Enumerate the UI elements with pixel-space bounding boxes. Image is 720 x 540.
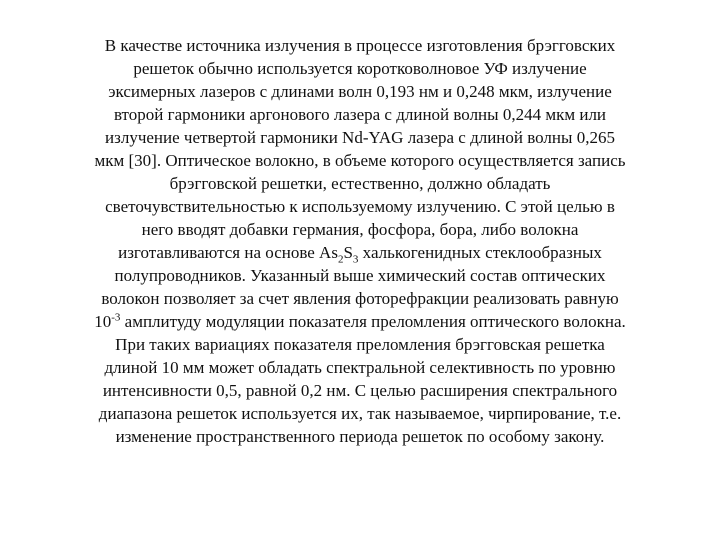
text-line: При таких вариациях показателя преломления брэгговская решетка [115, 335, 605, 354]
subscript-3: 3 [352, 253, 359, 266]
text-line: светочувствительностью к используемому излучению. С этой целью в [105, 197, 615, 216]
text-line: второй гармоники аргонового лазера с длиной волны 0,244 мкм или [113, 105, 607, 124]
formula-prefix: изготавливаются на основе As [118, 243, 338, 262]
text-line: изменение пространственного периода решеток по особому закону. [115, 427, 605, 446]
text-line: решеток обычно используется коротковолновое УФ излучение [133, 59, 587, 78]
superscript-exponent: -3 [111, 311, 121, 324]
formula-mid: S [343, 243, 353, 262]
exponent-base: 10 [94, 312, 112, 331]
text-line: длиной 10 мм может обладать спектральной селективность по уровню [104, 358, 616, 377]
text-line: интенсивности 0,5, равной 0,2 нм. С целью расширения спектрального [102, 381, 618, 400]
text-line-exponent [30, 310, 690, 333]
text-line: волокон позволяет за счет явления фоторефракции реализовать равную [101, 289, 619, 308]
text-line: брэгговской решетки, естественно, должно обладать [169, 174, 551, 193]
text-line-formula [30, 241, 690, 264]
text-line: мкм [30]. Оптическое волокно, в объеме которого осуществляется запись [94, 151, 626, 170]
subscript-2: 2 [337, 253, 344, 266]
body-paragraph [30, 34, 690, 448]
text-line: диапазона решеток используется их, так называемое, чирпирование, т.е. [98, 404, 622, 423]
formula-suffix: халькогенидных стеклообразных [358, 243, 602, 262]
text-line: эксимерных лазеров с длинами волн 0,193 нм и 0,248 мкм, излучение [108, 82, 612, 101]
text-line: излучение четвертой гармоники Nd-YAG лазера с длиной волны 0,265 [105, 128, 615, 147]
text-line: полупроводников. Указанный выше химический состав оптических [114, 266, 606, 285]
text-line: него вводят добавки германия, фосфора, бора, либо волокна [141, 220, 579, 239]
exponent-rest: амплитуду модуляции показателя преломления оптического волокна. [120, 312, 626, 331]
text-line: В качестве источника излучения в процессе изготовления брэгговских [104, 36, 616, 55]
